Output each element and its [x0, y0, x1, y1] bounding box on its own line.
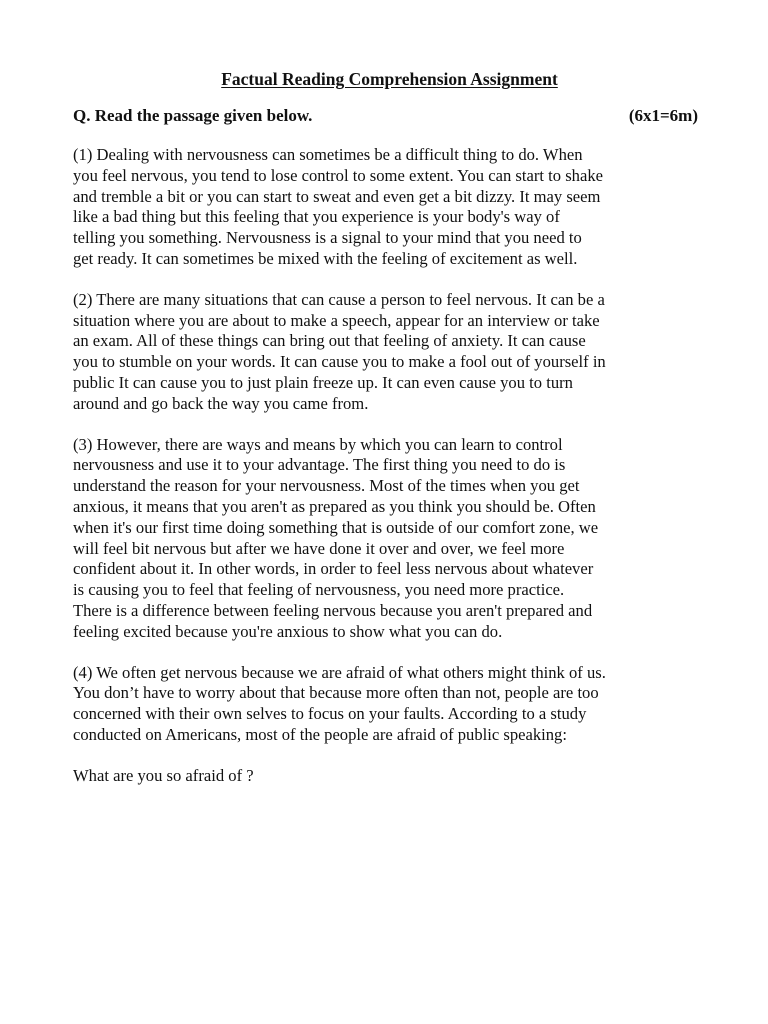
paragraph-3: (3) However, there are ways and means by which you can learn to control nervousness and use it to your advantage. The first thing you need to do is understand the reason for your nervousness. Most of the times when you get anxious, it means that you aren't as prepared as you think you should be. Often when it's our first time doing something that is outside of our comfort zone, we will feel bit nervous but after we have done it over and over, we feel more confident about it. In other words, in order to feel less nervous about whatever is causing you to feel that feeling of nervousness, you need more practice. There is a difference between feeling nervous because you aren't prepared and feeling excited because you're anxious to show what you can do. — [73, 434, 599, 641]
question-line — [73, 104, 698, 128]
document-page — [73, 66, 698, 787]
document-title: Factual Reading Comprehension Assignment — [221, 69, 558, 89]
paragraph-1: (1) Dealing with nervousness can sometimes be a difficult thing to do. When you feel nervous, you tend to lose control to some extent. You can start to shake and tremble a bit or you can start to sweat and even get a bit dizzy. It may seem like a bad thing but this feeling that you experience is your body's way of telling you something. Nervousness is a signal to your mind that you need to get ready. It can sometimes be mixed with the feeling of excitement as well. — [73, 145, 603, 268]
question-prompt: Q. Read the passage given below. — [73, 106, 313, 125]
question-marks: (6x1=6m) — [628, 106, 698, 125]
paragraph-4: (4) We often get nervous because we are afraid of what others might think of us. You don’t have to worry about that because more often than not, people are too concerned with their own selves to focus on your faults. According to a study conducted on Americans, most of the people are afraid of public speaking: — [73, 662, 606, 744]
paragraph-2: (2) There are many situations that can cause a person to feel nervous. It can be a situation where you are about to make a speech, appear for an interview or take an exam. All of these things can bring out that feeling of anxiety. It can cause you to stumble on your words. It can cause you to make a fool out of yourself in public It can cause you to just plain freeze up. It can even cause you to turn around and go back the way you came from. — [73, 289, 606, 413]
closing-question: What are you so afraid of ? — [73, 765, 254, 785]
